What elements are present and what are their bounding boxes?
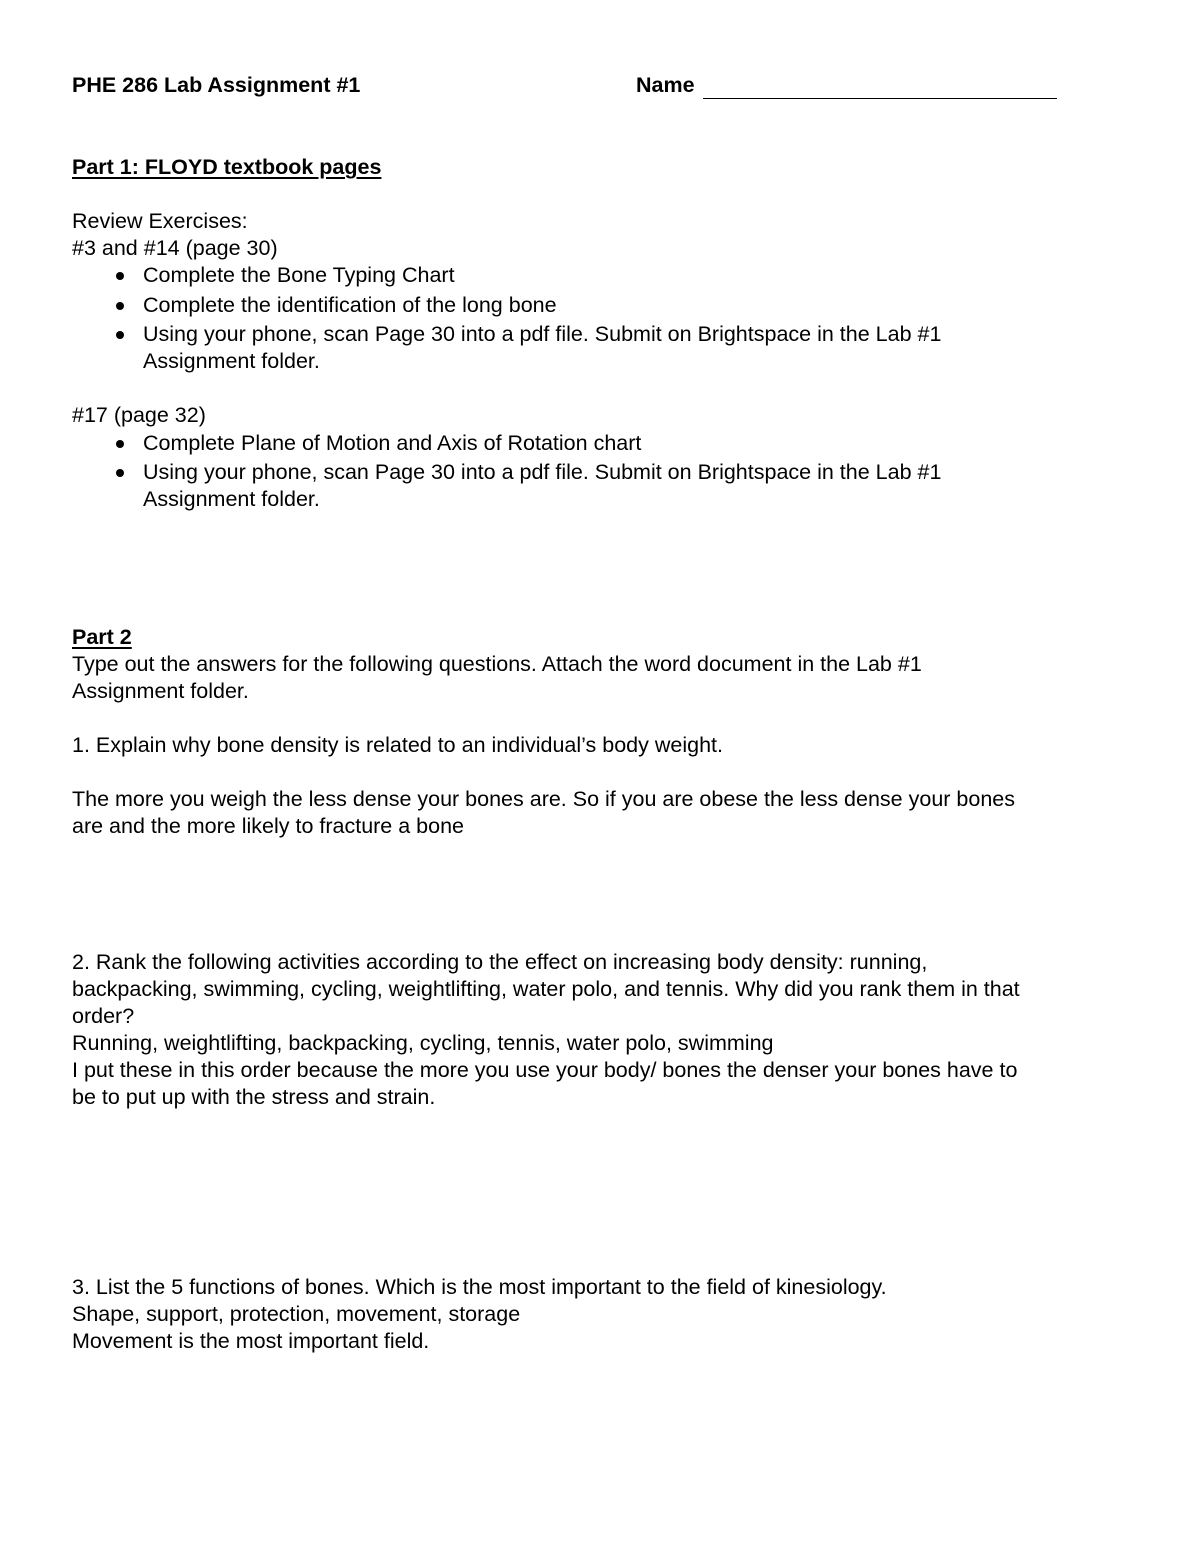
question-2-line: backpacking, swimming, cycling, weightlifting, water polo, and tennis. Why did you rank them in that	[72, 977, 1020, 1001]
answer-2-line: be to put up with the stress and strain.	[72, 1085, 436, 1109]
question-3: 3. List the 5 functions of bones. Which is the most important to the field of kinesiology.	[72, 1275, 887, 1299]
document-title: PHE 286 Lab Assignment #1	[72, 73, 361, 97]
list-item-text: Assignment folder.	[143, 349, 320, 373]
part2-instructions-line: Type out the answers for the following questions. Attach the word document in the Lab #1	[72, 652, 922, 676]
part2-heading: Part 2	[72, 625, 132, 649]
bullet-icon	[116, 469, 124, 477]
list-item-text: Complete Plane of Motion and Axis of Rotation chart	[143, 431, 642, 455]
group1-label: #3 and #14 (page 30)	[72, 236, 278, 260]
bullet-icon	[116, 272, 124, 280]
bullet-icon	[116, 331, 124, 339]
list-item-text: Complete the identification of the long bone	[143, 293, 557, 317]
question-2-line: order?	[72, 1004, 135, 1028]
part2-instructions-line: Assignment folder.	[72, 679, 249, 703]
list-item-text: Using your phone, scan Page 30 into a pdf file. Submit on Brightspace in the Lab #1	[143, 460, 942, 484]
question-2-line: 2. Rank the following activities according to the effect on increasing body density: running,	[72, 950, 928, 974]
review-exercises-label: Review Exercises:	[72, 209, 248, 233]
name-label: Name	[636, 73, 695, 97]
group2-label: #17 (page 32)	[72, 403, 206, 427]
name-field	[636, 72, 1057, 99]
question-1: 1. Explain why bone density is related to an individual’s body weight.	[72, 733, 723, 757]
name-blank-line	[703, 76, 1057, 99]
list-item-text: Complete the Bone Typing Chart	[143, 263, 455, 287]
bullet-icon	[116, 302, 124, 310]
bullet-icon	[116, 440, 124, 448]
answer-2-line: Running, weightlifting, backpacking, cycling, tennis, water polo, swimming	[72, 1031, 774, 1055]
part1-heading: Part 1: FLOYD textbook pages	[72, 155, 382, 179]
answer-1-line: are and the more likely to fracture a bone	[72, 814, 464, 838]
answer-1-line: The more you weigh the less dense your bones are. So if you are obese the less dense your bones	[72, 787, 1015, 811]
list-item-text: Using your phone, scan Page 30 into a pdf file. Submit on Brightspace in the Lab #1	[143, 322, 942, 346]
answer-3-line: Movement is the most important field.	[72, 1329, 430, 1353]
answer-2-line: I put these in this order because the more you use your body/ bones the denser your bones have to	[72, 1058, 1018, 1082]
answer-3-line: Shape, support, protection, movement, storage	[72, 1302, 521, 1326]
list-item-text: Assignment folder.	[143, 487, 320, 511]
